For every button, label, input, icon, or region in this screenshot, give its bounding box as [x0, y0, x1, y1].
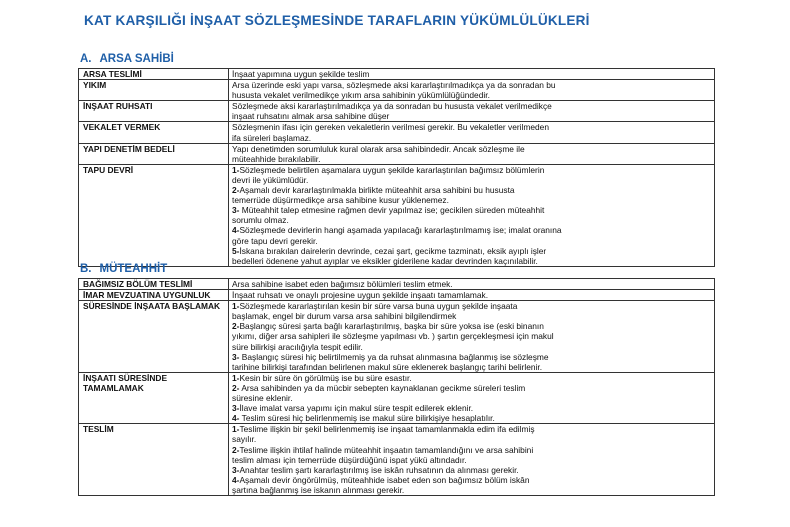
- description-line: tarihine bilirkişi tarafından belirlenen makul süre eklenerek başlangıç tarihi belirlenir.: [232, 361, 543, 372]
- description-line: süresine eklenir.: [232, 393, 293, 404]
- table-row: [79, 279, 715, 290]
- description-line: teslim alması için temerrüde düşürdüğünü ispat yükü altındadır.: [232, 454, 467, 465]
- item-number: 1-: [232, 164, 240, 175]
- description-line: Yapı denetimden sorumluluk kural olarak arsa sahibindedir. Ancak sözleşme ile: [232, 143, 525, 154]
- table-row: [79, 122, 715, 143]
- row-description: [229, 164, 715, 266]
- item-number: 2-: [232, 185, 240, 196]
- section-b-letter: B.: [80, 263, 92, 275]
- row-description: [229, 372, 715, 423]
- description-line: devri ile yükümlüdür.: [232, 174, 309, 185]
- table-row: [79, 164, 715, 266]
- description-line: Arsa sahibine isabet eden bağımsız bölümleri teslim etmek.: [232, 279, 453, 289]
- item-number: 2-: [232, 382, 240, 393]
- row-label: İMAR MEVZUATINA UYGUNLUK: [79, 290, 229, 301]
- table-row: [79, 143, 715, 164]
- description-line: ifa süreleri başlamaz.: [232, 132, 312, 143]
- description-line: yıkımı, diğer arsa sahipleri ile sözleşme yapılması vb. ) şartın gerçekleşmesi için makul: [232, 331, 554, 342]
- item-number: 3-: [232, 464, 240, 475]
- section-b-heading: [80, 263, 167, 275]
- description-line: 2-Teslime ilişkin ihtilaf halinde müteahhit inşaatın tamamlandığını ve arsa sahibini: [232, 444, 534, 455]
- muteahhit-table: [78, 278, 715, 496]
- item-number: 4-: [232, 225, 240, 236]
- description-line: 5-İskana bırakılan dairelerin devrinde, cezai şart, gecikme tazminatı, eksik ayıplı işler: [232, 245, 547, 256]
- description-line: Sözleşmede aksi kararlaştırılmadıkça ya da sonradan bu hususta vekalet verilmedikçe: [232, 101, 552, 112]
- item-number: 1-: [232, 372, 240, 383]
- row-label: VEKALET VERMEK: [79, 122, 229, 143]
- description-line: Arsa üzerinde eski yapı varsa, sözleşmede aksi kararlaştırılmadıkça ya da sonradan bu: [232, 80, 556, 91]
- row-label: TAPU DEVRİ: [79, 164, 229, 266]
- item-number: 3-: [232, 403, 240, 414]
- description-line: Sözleşmenin ifası için gereken vekaletlerin verilmesi gerekir. Bu vekaletler verilmeden: [232, 122, 549, 133]
- description-line: 2- Arsa sahibinden ya da mücbir sebepten kaynaklanan gecikme süreleri teslim: [232, 382, 526, 393]
- description-line: şartına bağlanmış ise iskanın alınması gerekir.: [232, 484, 405, 495]
- table-row: [79, 101, 715, 122]
- description-line: 4- Teslim süresi hiç belirlenmemiş ise makul süre bilirkişiye hesaplatılır.: [232, 413, 495, 424]
- row-label: YIKIM: [79, 80, 229, 101]
- section-a-heading: [80, 53, 174, 65]
- description-line: İnşaat yapımına uygun şekilde teslim: [232, 69, 370, 79]
- row-description: [229, 301, 715, 373]
- description-line: 1-Teslime ilişkin bir şekil belirlenmemiş ise inşaat tamamlanmakla edim ifa edilmiş: [232, 424, 535, 435]
- description-line: sorumlu olmaz.: [232, 215, 289, 226]
- description-line: 3- Başlangıç süresi hiç belirtilmemiş ya da ruhsat alınmasına bağlanmış ise sözleşme: [232, 351, 549, 362]
- table-row: [79, 80, 715, 101]
- description-line: 1-Sözleşmede kararlaştırılan kesin bir süre varsa buna uygun şekilde inşaata: [232, 301, 518, 312]
- description-line: 4-Sözleşmede devirlerin hangi aşamada yapılacağı kararlaştırılmamış ise; imalat oranına: [232, 225, 562, 236]
- description-line: bedelleri ödenene yahut ayıplar ve eksikler giderilene kadar devrinden kaçınılabilir.: [232, 255, 538, 266]
- table-row: [79, 301, 715, 373]
- section-b-title: MÜTEAHHİT: [99, 263, 168, 275]
- description-line: 3-Anahtar teslim şartı kararlaştırılmış ise iskân ruhsatının da alınması gerekir.: [232, 464, 519, 475]
- description-line: İnşaat ruhsatı ve onaylı projesine uygun şekilde inşaatı tamamlamak.: [232, 290, 489, 301]
- row-label: YAPI DENETİM BEDELİ: [79, 143, 229, 164]
- description-line: göre tapu devri gerekir.: [232, 235, 318, 246]
- arsa-sahibi-table: [78, 68, 715, 267]
- description-line: temerrüde düşürmedikçe arsa sahibine kusur yüklenemez.: [232, 195, 449, 206]
- row-description: [229, 143, 715, 164]
- table-row: [79, 69, 715, 80]
- row-label: BAĞIMSIZ BÖLÜM TESLİMİ: [79, 279, 229, 290]
- document-title: KAT KARŞILIĞI İNŞAAT SÖZLEŞMESİNDE TARAFLARIN YÜKÜMLÜLÜKLERİ: [84, 13, 590, 28]
- row-description: [229, 290, 715, 301]
- description-line: 1-Sözleşmede belirtilen aşamalara uygun şekilde kararlaştırılan bağımsız bölümlerin: [232, 164, 545, 175]
- row-label: TESLİM: [79, 424, 229, 496]
- description-line: inşaat ruhsatını almak arsa sahibine düşer: [232, 111, 390, 122]
- section-a-title: ARSA SAHİBİ: [99, 53, 174, 65]
- description-line: 2-Başlangıç süresi şarta bağlı kararlaştırılmış, başka bir süre yoksa ise (eski binanın: [232, 321, 544, 332]
- section-a-letter: A.: [80, 53, 92, 65]
- table-row: [79, 424, 715, 496]
- description-line: 3- Müteahhit talep etmesine rağmen devir yapılmaz ise; gecikilen süreden müteahhit: [232, 205, 545, 216]
- row-description: [229, 69, 715, 80]
- description-line: sayılır.: [232, 434, 257, 445]
- description-line: 1-Kesin bir süre ön görülmüş ise bu süre esastır.: [232, 372, 412, 383]
- description-line: süre bilirkişi aracılığıyla tespit edilir.: [232, 341, 363, 352]
- item-number: 1-: [232, 424, 240, 435]
- description-line: 4-Aşamalı devir öngörülmüş, müteahhide isabet eden son bağımsız bölüm iskân: [232, 474, 530, 485]
- description-line: müteahhide bırakılabilir.: [232, 153, 321, 164]
- item-number: 3-: [232, 351, 240, 362]
- description-line: hususta vekalet verilmedikçe yıkım arsa sahibinin yükümlülüğündedir.: [232, 90, 490, 101]
- row-description: [229, 80, 715, 101]
- row-label: ARSA TESLİMİ: [79, 69, 229, 80]
- row-label: İNŞAATI SÜRESİNDE TAMAMLAMAK: [79, 372, 229, 423]
- item-number: 4-: [232, 413, 240, 424]
- item-number: 5-: [232, 245, 240, 256]
- row-description: [229, 279, 715, 290]
- row-label: SÜRESİNDE İNŞAATA BAŞLAMAK: [79, 301, 229, 373]
- table-row: [79, 290, 715, 301]
- item-number: 2-: [232, 444, 240, 455]
- description-line: 3-İlave imalat varsa yapımı için makul süre tespit edilerek eklenir.: [232, 403, 474, 414]
- row-label: İNŞAAT RUHSATI: [79, 101, 229, 122]
- item-number: 1-: [232, 301, 240, 312]
- item-number: 2-: [232, 321, 240, 332]
- row-description: [229, 122, 715, 143]
- item-number: 4-: [232, 474, 240, 485]
- item-number: 3-: [232, 205, 240, 216]
- row-description: [229, 424, 715, 496]
- row-description: [229, 101, 715, 122]
- description-line: başlamak, engel bir durum varsa arsa sahibini bilgilendirmek: [232, 311, 457, 322]
- description-line: 2-Aşamalı devir kararlaştırılmakla birlikte müteahhit arsa sahibini bu hususta: [232, 185, 515, 196]
- table-row: [79, 372, 715, 423]
